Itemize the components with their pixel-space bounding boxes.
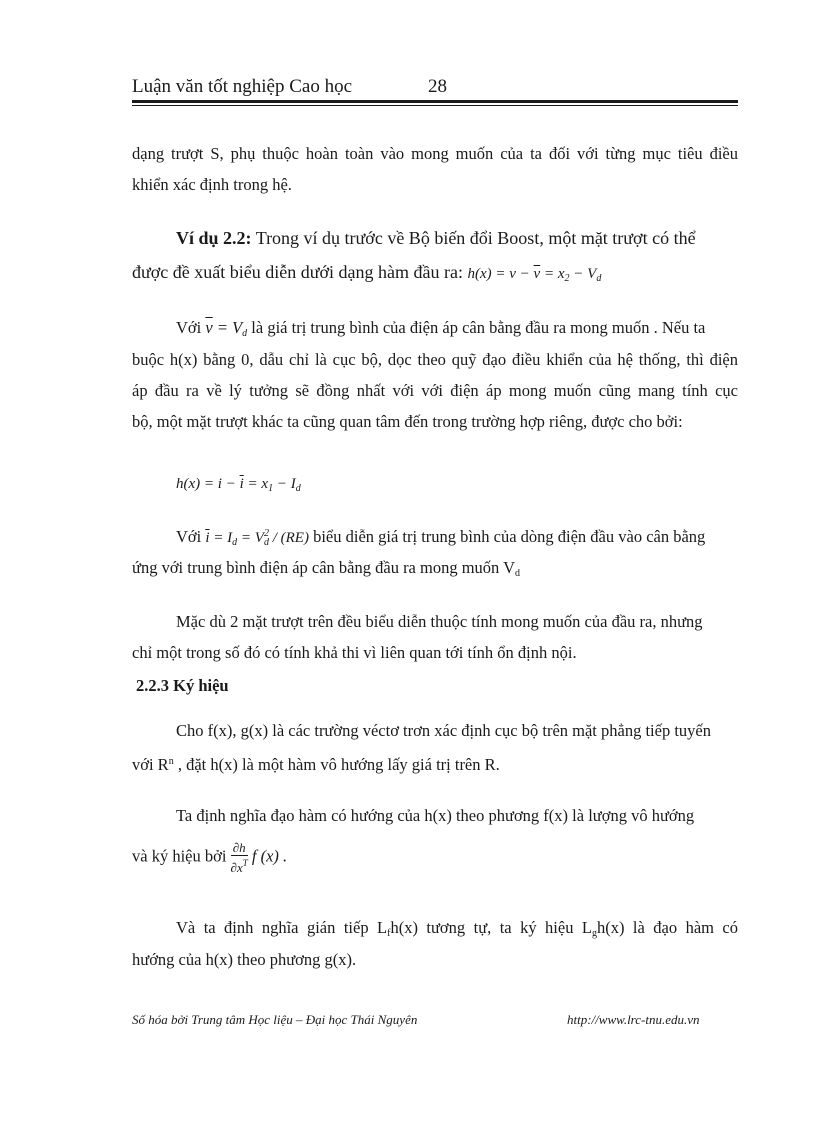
body-line: chỉ một trong số đó có tính khả thi vì liên quan tới tính ổn định nội. (132, 643, 577, 662)
subscript: g (591, 928, 597, 939)
text-span: h(x) tương tự, ta ký hiệu L (390, 918, 592, 937)
superscript: T (242, 858, 248, 868)
text-span: và ký hiệu bởi (132, 846, 227, 866)
body-line: bộ, một mặt trượt khác ta cũng quan tâm đến trong trường hợp riêng, được cho bởi: (132, 412, 683, 431)
body-line: hướng của h(x) theo phương g(x). (132, 950, 357, 969)
text-span: với R (132, 755, 169, 774)
subscript: d (515, 568, 521, 579)
body-line: Ta định nghĩa đạo hàm có hướng của h(x) theo phương f(x) là lượng vô hướng (176, 806, 695, 825)
fraction-tail: f (x) . (251, 846, 288, 866)
denominator-text: ∂x (230, 860, 243, 875)
body-line: buộc h(x) bằng 0, dẫu chỉ là cục bộ, dọc theo quỹ đạo điều khiển của hệ thống, thì điện (132, 350, 738, 369)
example-text: Trong ví dụ trước về Bộ biến đổi Boost, một mặt trượt có thể (255, 228, 696, 248)
text-span: h(x) là đạo hàm có (596, 918, 739, 937)
inline-formula: $\overline{v} = V_d$ (205, 318, 248, 339)
inline-formula: $\overline{i} = I_d = V_d^2 / (RE)$ (205, 528, 309, 548)
body-line: Cho f(x), g(x) là các trường véctơ trơn xác định cục bộ trên mặt phẳng tiếp tuyến (176, 721, 711, 740)
section-heading: 2.2.3 Ký hiệu (136, 676, 229, 695)
example-label: Ví dụ 2.2: (176, 228, 252, 248)
example-text: được đề xuất biểu diễn dưới dạng hàm đầu ra: (132, 262, 463, 282)
running-header-title: Luận văn tốt nghiệp Cao học (132, 76, 353, 97)
header-rule-thick (132, 100, 738, 103)
body-line: Mặc dù 2 mặt trượt trên đều biểu diễn thuộc tính mong muốn của đầu ra, nhưng (176, 612, 703, 631)
body-line (132, 558, 520, 584)
text-span: Với (176, 527, 202, 546)
text-span: ứng với trung bình điện áp cân bằng đầu ra mong muốn V (132, 558, 516, 577)
body-line: áp đầu ra về lý tưởng sẽ đồng nhất với với điện áp mong muốn cũng mang tính cục (132, 381, 738, 400)
page-number: 28 (428, 76, 447, 97)
example-formula: $h(x) = v - \overline{v} = x_2 - V_d$ (467, 266, 602, 284)
body-line: khiển xác định trong hệ. (132, 175, 292, 194)
display-formula: $h(x) = i - \overline{i} = x_1 - I_d$ (176, 476, 301, 494)
example-line (132, 262, 601, 289)
body-line (132, 752, 500, 775)
subscript: f (387, 928, 391, 939)
body-line (132, 840, 287, 875)
text-span: Với (176, 318, 202, 337)
header-rule-thin (132, 105, 738, 106)
text-span: , đặt h(x) là một hàm vô hướng lấy giá trị trên R. (173, 755, 500, 774)
example-line (176, 228, 696, 248)
fraction-denominator (231, 856, 248, 875)
body-line (176, 318, 705, 344)
text-span: là giá trị trung bình của điện áp cân bằng đầu ra mong muốn . Nếu ta (251, 318, 706, 337)
partial-derivative-fraction (231, 840, 248, 875)
footer-source: Số hóa bởi Trung tâm Học liệu – Đại học Thái Nguyên (132, 1012, 418, 1027)
body-line (176, 918, 738, 944)
fraction-numerator: ∂h (231, 840, 248, 856)
body-line: dạng trượt S, phụ thuộc hoàn toàn vào mong muốn của ta đối với từng mục tiêu điều (132, 144, 738, 163)
footer-url: http://www.lrc-tnu.edu.vn (567, 1012, 700, 1027)
body-line (176, 524, 705, 553)
superscript: n (168, 756, 174, 767)
text-span: Và ta định nghĩa gián tiếp L (176, 918, 388, 937)
text-span: biểu diễn giá trị trung bình của dòng điện đầu vào cân bằng (313, 527, 706, 546)
